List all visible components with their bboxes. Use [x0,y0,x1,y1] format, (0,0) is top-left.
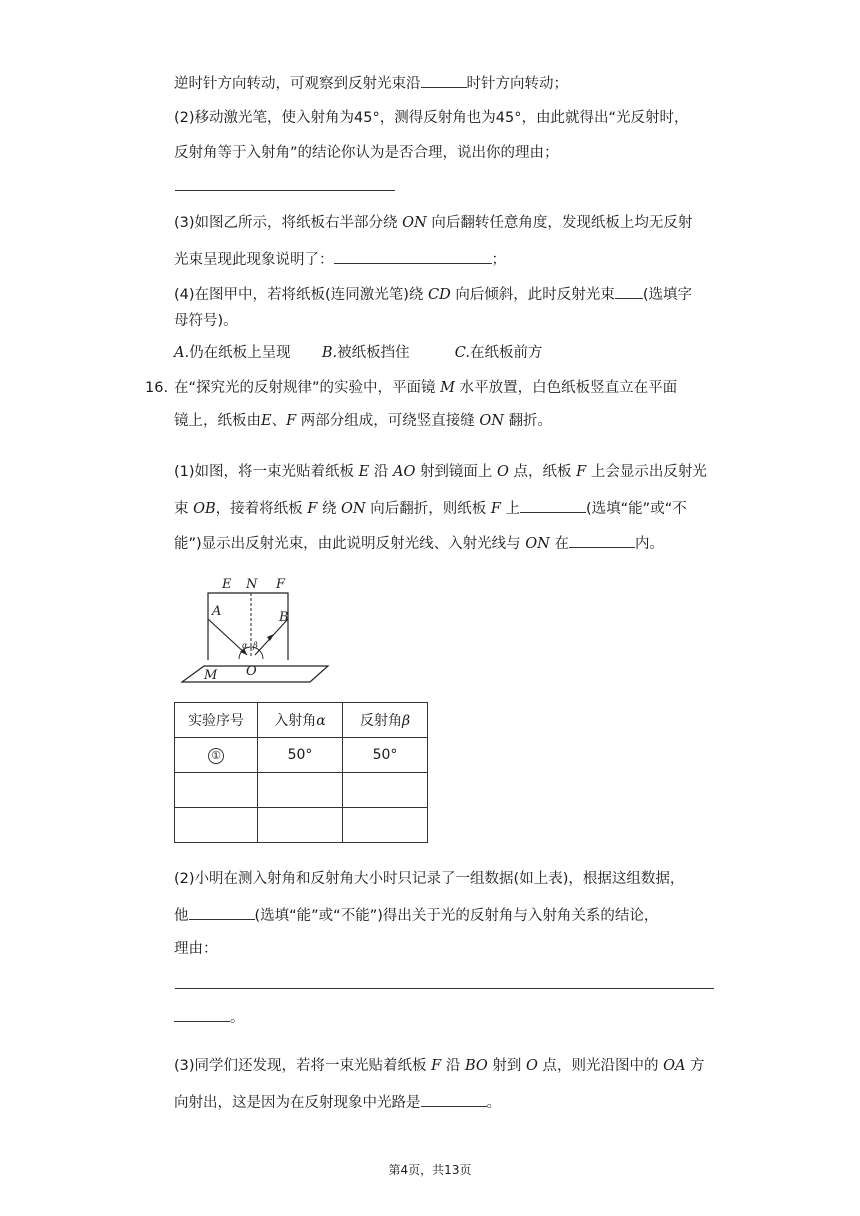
label-n: N [246,577,258,592]
q16-part2-line2: 他 (选填“能”或“不能”)得出关于光的反射角与入射角关系的结论， [174,904,658,926]
q16-part2-line4: 。 [174,1006,245,1028]
answer-blank[interactable] [334,248,492,264]
page-footer: 第4页，共13页 [388,1163,472,1177]
table-cell [343,773,428,808]
q15-part2-line1: (2)移动激光笔，使入射角为45°，测得反射角也为45°，由此就得出“光反射时， [174,110,689,126]
reflection-diagram [178,575,338,687]
label-f: F [276,577,286,592]
q15-part4-line1: (4)在图甲中，若将纸板(连同激光笔)绕 CD 向后倾斜，此时反射光束 (选填字 [174,283,692,305]
answer-blank[interactable] [421,1091,487,1107]
q16-part3-line2: 向射出，这是因为在反射现象中光路是 。 [174,1091,501,1113]
q16-part1-line2: 束 OB，接着将纸板 F 绕 ON 向后翻折，则纸板 F 上 (选填“能”或“不 [174,497,687,519]
label-m: M [204,668,218,683]
q16-part2-line1: (2)小明在测入射角和反射角大小时只记录了一组数据(如上表)，根据这组数据， [174,871,685,887]
label-beta: β [253,641,258,650]
label-e: E [222,577,232,592]
option-a[interactable]: A.仍在纸板上呈现 [174,345,291,361]
data-table [174,702,428,843]
table-cell [343,808,428,843]
table-row [175,808,428,843]
label-o: O [246,664,257,679]
label-b: B [279,610,289,625]
q16-part3-line1: (3)同学们还发现，若将一束光贴着纸板 F 沿 BO 射到 O 点，则光沿图中的 OA 方 [174,1058,705,1074]
q15-part4-line2: 母符号)。 [174,313,238,329]
q16-number: 16. [145,380,169,396]
table-cell: ① [175,738,258,773]
table-row [175,773,428,808]
answer-blank[interactable] [421,72,467,88]
table-cell [175,808,258,843]
answer-blank[interactable] [615,283,643,299]
q16-part1-line1: (1)如图，将一束光贴着纸板 E 沿 AO 射到镜面上 O 点，纸板 F 上会显示出反射光 [174,464,707,480]
option-b[interactable]: B.被纸板挡住 [321,345,410,361]
label-a: A [212,604,222,619]
header-reflection-angle: 反射角β [343,703,428,738]
answer-blank[interactable] [174,1006,230,1022]
label-alpha: α [242,641,248,650]
q16-part1-line3: 能”)显示出反射光束，由此说明反射光线、入射光线与 ON 在 内。 [174,532,664,554]
table-cell [175,773,258,808]
q15-part2-line2: 反射角等于入射角”的结论你认为是否合理，说出你的理由； [174,145,559,161]
q15-part3-line1: (3)如图乙所示，将纸板右半部分绕 ON 向后翻转任意角度，发现纸板上均无反射 [174,215,693,231]
table-header-row [175,703,428,738]
table-cell: 50° [343,738,428,773]
table-cell: 50° [258,738,343,773]
table-cell [258,773,343,808]
answer-blank[interactable] [175,190,395,191]
q16-intro-line2: 镜上，纸板由E、F 两部分组成，可绕竖直接缝 ON 翻折。 [174,413,553,429]
table-row [175,738,428,773]
header-trial-number: 实验序号 [175,703,258,738]
answer-blank[interactable] [175,988,714,989]
q15-part3-line2: 光束呈现此现象说明了： ； [174,248,506,270]
q16-part2-line3: 理由： [174,941,218,957]
table-cell [258,808,343,843]
answer-blank[interactable] [569,532,635,548]
q16-intro-line1: 在“探究光的反射规律”的实验中，平面镜 M 水平放置，白色纸板竖直立在平面 [174,380,678,396]
answer-blank[interactable] [189,904,255,920]
q15-options [174,343,542,363]
q15-line1: 逆时针方向转动，可观察到反射光束沿 时针方向转动； [174,72,568,94]
answer-blank[interactable] [520,497,586,513]
header-incident-angle: 入射角α [258,703,343,738]
option-c[interactable]: C.在纸板前方 [454,345,543,361]
